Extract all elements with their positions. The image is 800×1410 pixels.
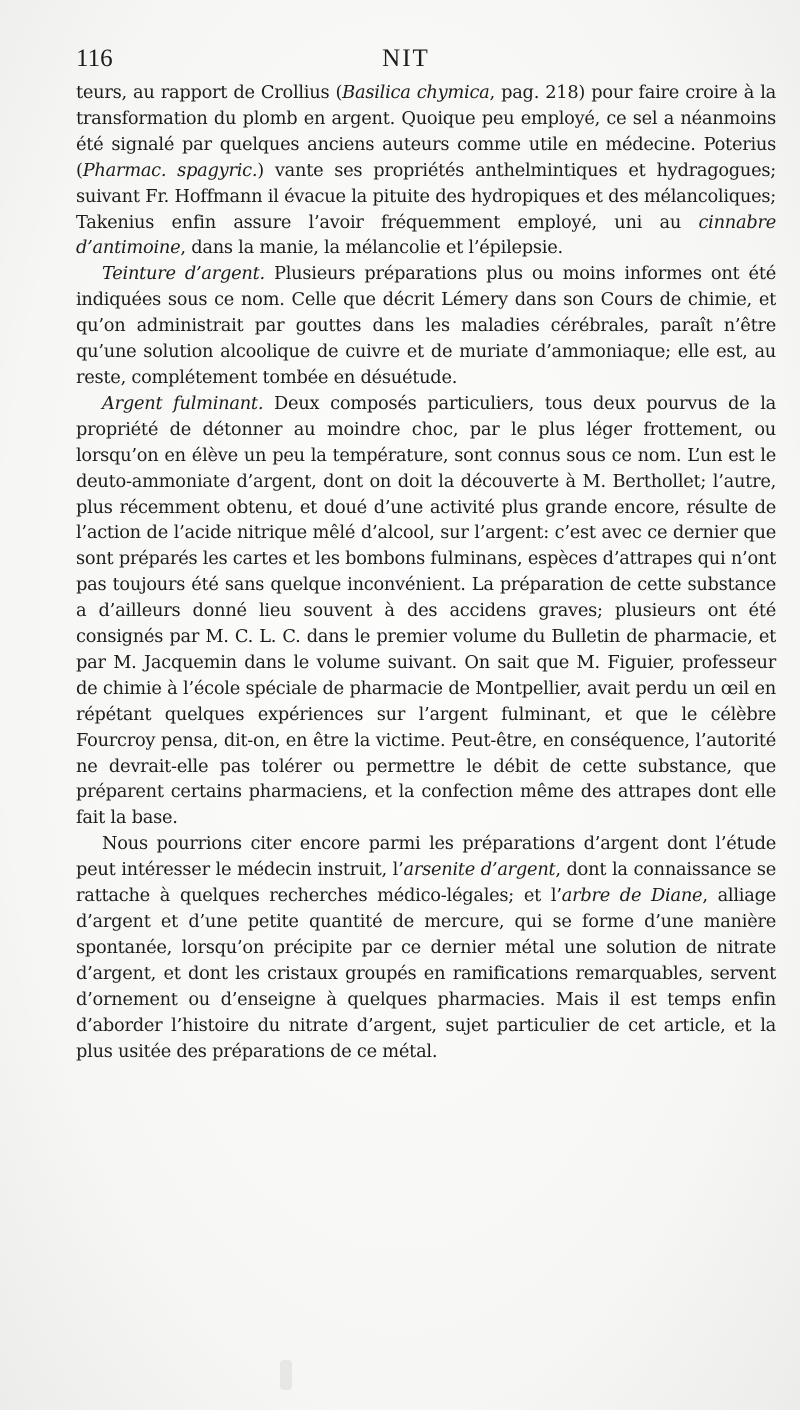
text-run: ) vante ses propriétés anthelmintiques et hydragogues; suivant Fr. Hoffmann il évacue la pituite des hydropiques et des mélancoliques; Takenius enfin assure l’avoir fréquemment employé, uni au [76,159,776,233]
page-smudge [280,1360,292,1390]
paragraph-4-autres-preparations [76,831,776,1064]
italic-term: Pharmac. spagyric. [82,159,258,181]
page-number: 116 [76,45,113,72]
text-run: Plusieurs préparations plus ou moins informes ont été indiquées sous ce nom. Celle que décrit Lémery dans son Cours de chimie, et qu’on administrait par gouttes dans les maladies cérébrales, paraît n’être qu’une solution alcoolique de cuivre et de muriate d’ammoniaque; elle est, au reste, complétement tombée en désuétude. [76,263,776,388]
text-run: teurs, au rapport de Crollius ( [76,82,343,103]
running-head: NIT [382,45,430,72]
paragraph-3-argent-fulminant [76,391,776,831]
text-run: Deux composés particuliers, tous deux pourvus de la propriété de détonner au moindre choc, par le plus léger frottement, ou lorsqu’on en élève un peu la température, sont connus sous ce nom. L’un est le deuto-ammoniate d’argent, dont on doit la découverte à M. Berthollet; l’autre, plus récemment obtenu, et doué d’une activité plus grande encore, résulte de l’action de l’acide nitrique mêlé d’alcool, sur l’argent: c’est avec ce dernier que sont préparés les cartes et les bombons fulminans, espèces d’attrapes qui n’ont pas toujours été sans quelque inconvénient. La préparation de cette substance a d’ailleurs donné lieu souvent à des accidens graves; plusieurs ont été consignés par M. C. L. C. dans le premier volume du Bulletin de pharmacie, et par M. Jacquemin dans le volume suivant. On sait que M. Figuier, professeur de chimie à l’école spéciale de pharmacie de Montpellier, avait perdu un œil en répétant quelques expériences sur l’argent fulminant, et que le célèbre Fourcroy pensa, dit-on, en être la victime. Peut-être, en conséquence, l’autorité ne devrait-elle pas tolérer ou permettre le débit de cette substance, que préparent certains pharmaciens, et la confection même des attrapes dont elle fait la base. [76,392,776,829]
italic-term: cinnabre d’antimoine [76,211,776,259]
italic-term: Teinture d’argent. [102,263,265,285]
paragraph-2-teinture-d-argent [76,261,776,391]
body-text [76,80,776,1064]
italic-term: arbre de Diane [561,885,703,907]
page-header [76,44,736,74]
text-run: , alliage d’argent et d’une petite quantité de mercure, qui se forme d’une manière spontanée, lorsqu’on précipite par ce dernier métal une solution de nitrate d’argent, et dont les cristaux groupés en ramifications remarquables, servent d’ornement ou d’enseigne à quelques pharmacies. Mais il est temps enfin d’aborder l’histoire du nitrate d’argent, sujet particulier de cet article, et la plus usitée des préparations de ce métal. [76,885,776,1062]
text-run: , pag. 218) pour faire croire à la transformation du plomb en argent. Quoique peu employé, ce sel a néanmoins été signalé par quelques anciens auteurs comme utile en médecine. Poterius ( [76,82,776,181]
text-run: , dans la manie, la mélancolie et l’épilepsie. [180,237,563,259]
text-run: , dont la connaissance se rattache à quelques recherches médico-légales; et l’ [76,859,776,907]
paragraph-1 [76,80,776,261]
text-run: Nous pourrions citer encore parmi les préparations d’argent dont l’étude peut intéresser le médecin instruit, l’ [76,833,776,881]
italic-term: arsenite d’argent [403,859,556,881]
italic-term: Basilica chymica [342,82,490,103]
italic-term: Argent fulminant. [102,392,264,414]
